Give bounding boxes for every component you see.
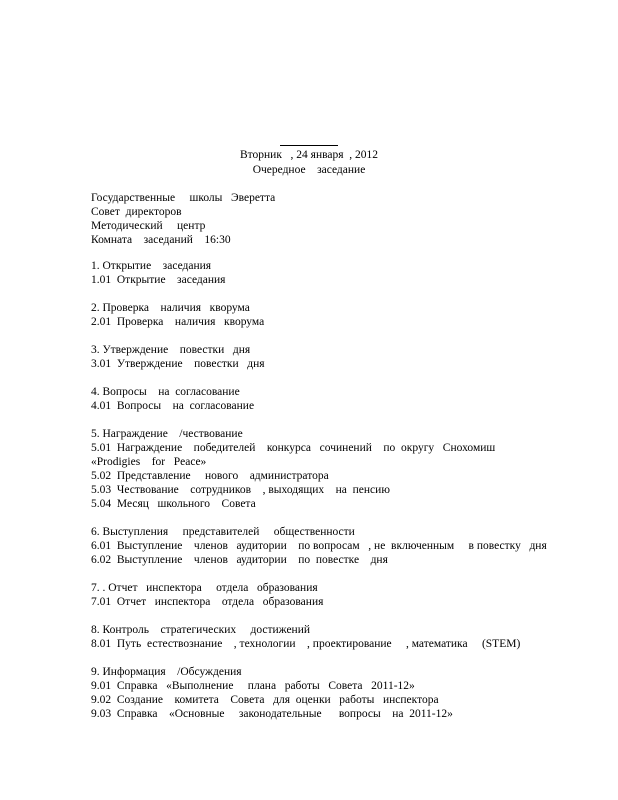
org-line: Методический центр — [91, 220, 206, 232]
agenda-section — [91, 343, 611, 371]
section-heading: 5. Награждение /чествование — [91, 428, 243, 440]
agenda-item: 1.01 Открытие заседания — [91, 274, 226, 286]
section-heading: 7. . Отчет инспектора отдела образования — [91, 582, 318, 594]
agenda-section — [91, 525, 611, 567]
section-heading: 3. Утверждение повестки дня — [91, 344, 251, 356]
agenda-item: 8.01 Путь естествознание , технологии , проектирование , математика (STEM) — [91, 638, 521, 650]
section-heading: 6. Выступления представителей общественности — [91, 526, 355, 538]
org-line: Комната заседаний 16:30 — [91, 234, 231, 246]
agenda-section — [91, 581, 611, 609]
agenda-item: 6.02 Выступление членов аудитории по повестке дня — [91, 554, 388, 566]
agenda-item: 5.03 Чествование сотрудников , выходящих на пенсию — [91, 484, 390, 496]
agenda-item: 9.03 Справка «Основные законодательные вопросы на 2011-12» — [91, 708, 453, 720]
header-rule — [280, 145, 338, 146]
agenda-item: «Prodigies for Peace» — [91, 456, 207, 468]
section-heading: 9. Информация /Обсуждения — [91, 666, 242, 678]
agenda-item: 5.04 Месяц школьного Совета — [91, 498, 256, 510]
org-line: Государственные школы Эверетта — [91, 192, 276, 204]
organization-block — [91, 191, 275, 247]
meeting-type: Очередное заседание — [252, 164, 366, 176]
section-heading: 2. Проверка наличия кворума — [91, 302, 250, 314]
agenda-item: 7.01 Отчет инспектора отдела образования — [91, 596, 324, 608]
agenda-item: 6.01 Выступление членов аудитории по вопросам , не включенным в повестку дня — [91, 540, 547, 552]
agenda-section — [91, 665, 611, 721]
agenda-item: 5.02 Представление нового администратора — [91, 470, 329, 482]
agenda-item: 2.01 Проверка наличия кворума — [91, 316, 265, 328]
agenda-section — [91, 623, 611, 651]
agenda-item: 4.01 Вопросы на согласование — [91, 400, 255, 412]
agenda-section — [91, 259, 611, 287]
agenda-item: 9.02 Создание комитета Совета для оценки работы инспектора — [91, 694, 439, 706]
section-heading: 4. Вопросы на согласование — [91, 386, 240, 398]
agenda — [91, 259, 611, 735]
agenda-section — [91, 301, 611, 329]
agenda-section — [91, 427, 611, 511]
section-heading: 8. Контроль стратегических достижений — [91, 624, 311, 636]
org-line: Совет директоров — [91, 206, 182, 218]
agenda-item: 3.01 Утверждение повестки дня — [91, 358, 265, 370]
meeting-date: Вторник , 24 января , 2012 — [239, 149, 379, 161]
meeting-header — [0, 148, 618, 178]
section-heading: 1. Открытие заседания — [91, 260, 212, 272]
agenda-item: 9.01 Справка «Выполнение плана работы Совета 2011-12» — [91, 680, 415, 692]
agenda-section — [91, 385, 611, 413]
agenda-item: 5.01 Награждение победителей конкурса сочинений по округу Снохомиш — [91, 442, 496, 454]
